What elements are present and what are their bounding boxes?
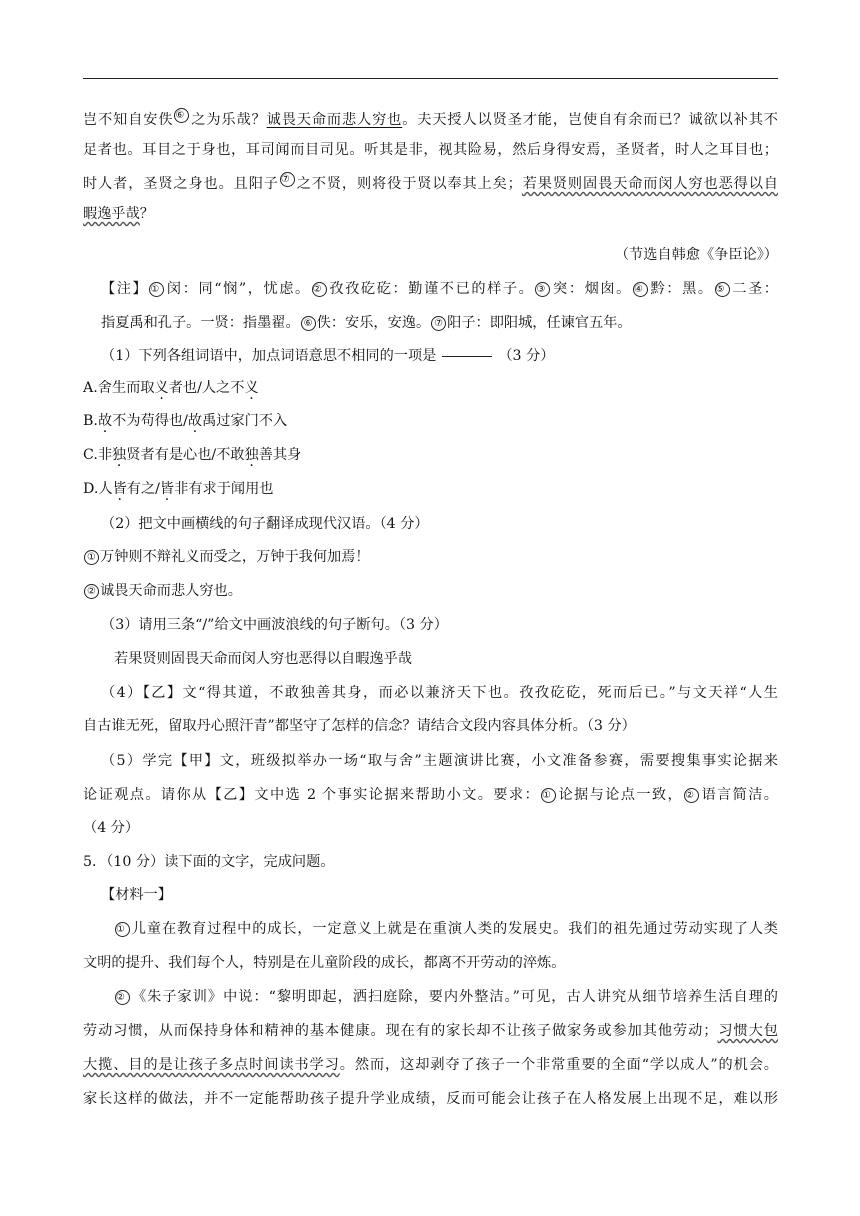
- dotted-word: 故: [187, 413, 203, 429]
- note-7-marker: ⑦: [280, 172, 295, 187]
- text: 禹过家门不入: [202, 413, 288, 429]
- text: 贤者有是心也/不敢: [126, 447, 245, 463]
- dotted-word: 独: [244, 447, 259, 463]
- dotted-word: 皆: [159, 481, 175, 497]
- note-marker: ④: [633, 282, 648, 297]
- note-marker: ⑤: [715, 282, 730, 297]
- header-rule: [83, 78, 778, 79]
- item-marker: ②: [84, 584, 99, 599]
- material-paragraph-2-line-3: [83, 1055, 778, 1075]
- material-paragraph-2-line-2: [83, 1021, 778, 1041]
- material-paragraph-1-line-1: [114, 919, 778, 939]
- wavy-sentence-end: 暇逸乎哉: [83, 206, 140, 222]
- text: A.舍生而取: [83, 380, 155, 396]
- text: 论证观点。请你从【乙】文中选 2 个事实论据来帮助小文。要求：: [83, 787, 541, 803]
- note-marker: ⑥: [301, 316, 316, 331]
- material-1-heading: 【材料一】: [101, 887, 172, 903]
- material-paragraph-1-line-2: 文明的提升、我们每个人，特别是在儿童阶段的成长，都离不开劳动的淬炼。: [83, 955, 566, 971]
- text: 诚畏天命而悲人穷也。: [100, 583, 242, 599]
- notes-line-1: [101, 279, 778, 299]
- section-5-heading: 5．（10 分）读下面的文字，完成问题。: [83, 854, 335, 870]
- passage-line-4: [83, 204, 778, 224]
- option-d: [83, 479, 778, 499]
- note-6-marker: ⑥: [174, 108, 189, 123]
- wavy-sentence: 若果贤则固畏天命而闵人穷也恶得以自: [521, 176, 778, 192]
- paragraph-marker: ②: [115, 990, 130, 1005]
- note-5: 二圣：: [730, 281, 778, 297]
- note-5-cont: 指夏禹和孔子。一贤：指墨翟。: [101, 315, 300, 331]
- note-1: 闵：同“悯”，忧虑。: [165, 281, 311, 297]
- note-marker: ⑦: [431, 316, 446, 331]
- text: 语言简洁。: [700, 787, 778, 803]
- text: 劳动习惯，从而保持身体和精神的基本健康。现在有的家长却不让孩子做家务或参加其他劳动；: [83, 1023, 718, 1039]
- note-3: 突：烟囱。: [551, 281, 632, 297]
- question-5-line-1: （5）学完【甲】文，班级拟举办一场“取与舍”主题演讲比赛，小文准备参赛，需要搜集事实论据来: [101, 753, 778, 769]
- question-5-line-3: （4 分）: [83, 820, 140, 836]
- option-a: [83, 378, 778, 398]
- text: 不为苟得也/: [112, 413, 188, 429]
- question-4-line-1: （4）【乙】文“得其道，不敢独善其身，而必以兼济天下也。孜孜矻矻，死而后已。”与文天祥“人生: [101, 685, 778, 701]
- text: 论据与论点一致，: [557, 787, 684, 803]
- text: 者也/人之不: [168, 380, 245, 396]
- notes-line-2: [101, 313, 778, 333]
- q3-sentence: 若果贤则固畏天命而闵人穷也恶得以自暇逸乎哉: [114, 651, 412, 667]
- dotted-word: 义: [154, 380, 169, 396]
- dotted-word: 独: [112, 447, 127, 463]
- text: D.人: [83, 481, 113, 497]
- note-4: 黔：黑。: [648, 281, 714, 297]
- underlined-sentence-2: 诚畏天命而悲人穷也: [266, 112, 403, 128]
- question-3: （3）请用三条“/”给文中画波浪线的句子断句。（3 分）: [101, 617, 448, 633]
- question-4-line-2: 自古谁无死，留取丹心照汗青”都坚守了怎样的信念？请结合文段内容具体分析。（3 分）: [83, 718, 636, 734]
- note-marker: ①: [149, 282, 164, 297]
- option-c: [83, 445, 778, 465]
- text: 非有求于闻用也: [174, 481, 274, 497]
- note-marker: ②: [312, 282, 327, 297]
- passage-line-1: [83, 108, 778, 130]
- text: 有之/: [126, 481, 160, 497]
- text: 善其身: [258, 447, 302, 463]
- score: （3 分）: [498, 348, 555, 364]
- item-marker: ①: [541, 788, 556, 803]
- answer-blank: [442, 356, 492, 357]
- text: C.非: [83, 447, 113, 463]
- text: 。然而，这却剥夺了孩子一个非常重要的全面“学以成人”的机会。: [339, 1057, 778, 1073]
- text: 《朱子家训》中说：“黎明即起，洒扫庭除，要内外整洁。”可见，古人讲究从细节培养生活自理的: [131, 989, 778, 1005]
- text: 时人者，圣贤之身也。且阳子: [83, 176, 279, 192]
- passage-line-2: 足者也。耳目之于身也，耳司闻而目司见。听其是非，视其险易，然后身得安焉，圣贤者，时人之耳目也；: [83, 142, 778, 158]
- text: 之为乐哉？: [190, 112, 267, 128]
- dotted-word: 故: [97, 413, 113, 429]
- text: ？: [139, 206, 154, 222]
- question-2: （2）把文中画横线的句子翻译成现代汉语。（4 分）: [101, 516, 429, 532]
- item-marker: ②: [684, 788, 699, 803]
- dotted-word: 义: [244, 380, 259, 396]
- text: 之不贤，则将役于贤以奉其上矣；: [295, 176, 522, 192]
- wavy-text: 大揽、目的是让孩子多点时间读书学习: [83, 1057, 340, 1073]
- passage-line-3: [83, 172, 778, 194]
- note-marker: ③: [535, 282, 550, 297]
- question-stem: （1）下列各组词语中，加点词语意思不相同的一项是: [101, 348, 437, 364]
- source-citation: （节选自韩愈《争臣论》）: [614, 247, 778, 263]
- q2-sentence-1: [83, 547, 778, 567]
- text: 。夫天授人以贤圣才能，岂使自有余而已？诚欲以补其不: [402, 112, 778, 128]
- question-1: [101, 346, 796, 366]
- text: 万钟则不辩礼义而受之，万钟于我何加焉！: [100, 549, 370, 565]
- material-paragraph-2-line-1: [114, 987, 778, 1007]
- text: B.: [83, 413, 98, 429]
- paragraph-marker: ①: [115, 922, 130, 937]
- text: 儿童在教育过程中的成长，一定意义上就是在重演人类的发展史。我们的祖先通过劳动实现了人类: [131, 921, 778, 937]
- notes-heading: 【注】: [101, 281, 149, 297]
- item-marker: ①: [84, 550, 99, 565]
- option-b: [83, 411, 778, 431]
- note-6: 佚：安乐，安逸。: [316, 315, 431, 331]
- note-7: 阳子：即阳城，任谏官五年。: [447, 315, 632, 331]
- q2-sentence-2: [83, 581, 778, 601]
- material-paragraph-2-line-4: 家长这样的做法，并不一定能帮助孩子提升学业成绩，反而可能会让孩子在人格发展上出现不足，难以形: [83, 1091, 778, 1107]
- note-2: 孜孜矻矻：勤谨不已的样子。: [327, 281, 535, 297]
- question-5-line-2: [83, 785, 778, 805]
- text: 岂不知自安佚: [83, 112, 174, 128]
- dotted-word: 皆: [112, 481, 127, 497]
- wavy-text: 习惯大包: [717, 1023, 778, 1039]
